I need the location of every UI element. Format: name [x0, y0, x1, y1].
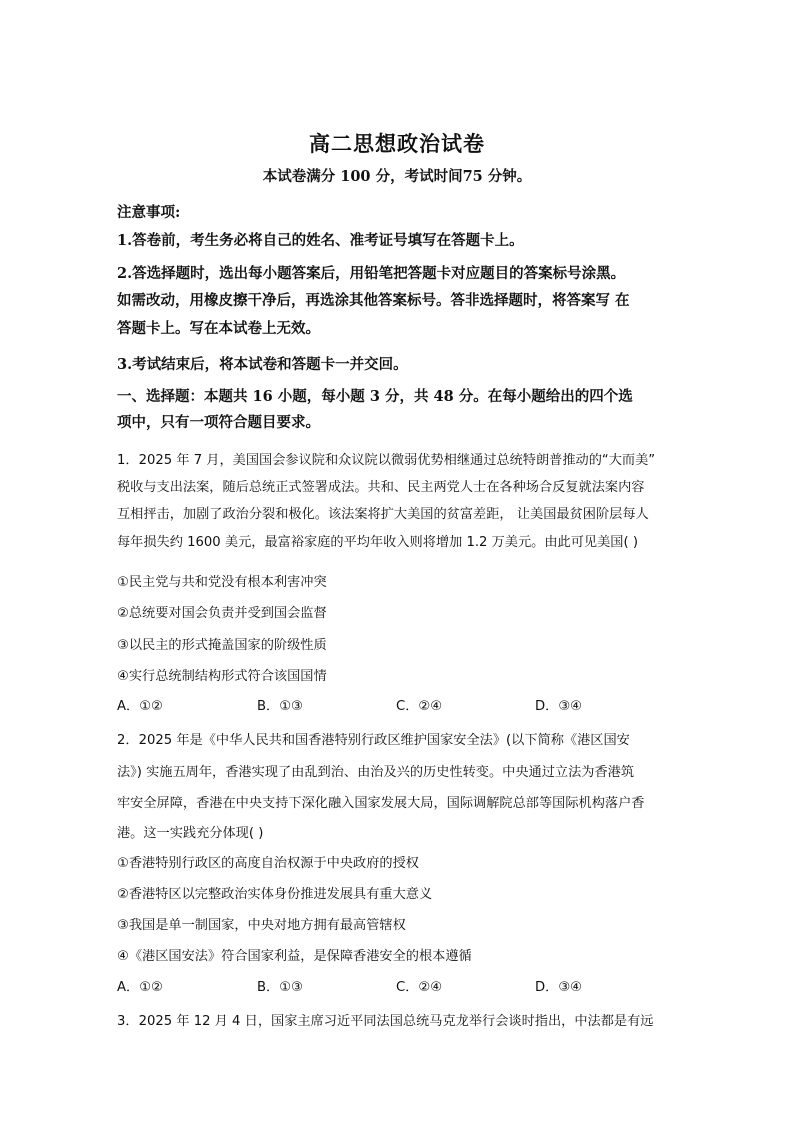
- q1-option-a[interactable]: A．①②: [117, 699, 163, 714]
- q2-stem-line-2: 法》) 实施五周年，香港实现了由乱到治、由治及兴的历史性转变。中央通过立法为香港筑: [117, 765, 635, 780]
- q2-option-d[interactable]: D．③④: [535, 980, 582, 995]
- notice-item-2-line-1: 2.答选择题时，选出每小题答案后，用铅笔把答题卡对应题目的答案标号涂黑。: [117, 265, 626, 282]
- q2-option-a[interactable]: A．①②: [117, 980, 163, 995]
- exam-subtitle: 本试卷满分 100 分，考试时间75 分钟。: [262, 168, 532, 185]
- q1-item-1: ①民主党与共和党没有根本利害冲突: [117, 575, 327, 590]
- notice-item-2-line-2: 如需改动，用橡皮擦干净后，再选涂其他答案标号。答非选择题时，将答案写 在: [117, 292, 630, 309]
- q1-item-2: ②总统要对国会负责并受到国会监督: [117, 606, 327, 621]
- notice-item-1: 1.答卷前，考生务必将自己的姓名、准考证号填写在答题卡上。: [117, 232, 524, 249]
- q1-option-d[interactable]: D．③④: [535, 699, 582, 714]
- q1-stem-line-2: 税收与支出法案，随后总统正式签署成法。共和、民主两党人士在各种场合反复就法案内容: [117, 480, 645, 495]
- q3-stem-line-1: 3．2025 年 12 月 4 日，国家主席习近平同法国总统马克龙举行会谈时指出，中法都是有远: [117, 1014, 654, 1029]
- q2-option-c[interactable]: C．②④: [396, 980, 443, 995]
- q2-item-2: ②香港特区以完整政治实体身份推进发展具有重大意义: [117, 887, 433, 902]
- q2-stem-line-3: 牢安全屏障，香港在中央支持下深化融入国家发展大局，国际调解院总部等国际机构落户香: [117, 796, 645, 811]
- q2-item-3: ③我国是单一制国家，中央对地方拥有最高管辖权: [117, 918, 406, 933]
- q1-stem-line-3: 互相抨击，加剧了政治分裂和极化。该法案将扩大美国的贫富差距， 让美国最贫困阶层每人: [117, 507, 649, 522]
- q2-option-b[interactable]: B．①③: [257, 980, 303, 995]
- notice-item-2-line-3: 答题卡上。写在本试卷上无效。: [117, 320, 320, 337]
- q1-stem-line-1: 1．2025 年 7 月，美国国会参议院和众议院以微弱优势相继通过总统特朗普推动的“大而美”: [117, 453, 656, 468]
- q1-option-c[interactable]: C．②④: [396, 699, 443, 714]
- notice-heading: 注意事项:: [117, 204, 181, 221]
- q1-item-4: ④实行总统制结构形式符合该国国情: [117, 669, 327, 684]
- q2-stem-line-1: 2．2025 年是《中华人民共和国香港特别行政区维护国家安全法》(以下简称《港区国安: [117, 733, 630, 748]
- q1-option-b[interactable]: B．①③: [257, 699, 303, 714]
- section-heading-line-2: 项中，只有一项符合题目要求。: [117, 414, 320, 431]
- q2-item-4: ④《港区国安法》符合国家利益，是保障香港安全的根本遵循: [117, 949, 472, 964]
- q1-stem-line-4: 每年损失约 1600 美元，最富裕家庭的平均年收入则将增加 1.2 万美元。由此可见美国( ): [117, 535, 638, 550]
- notice-item-3: 3.考试结束后，将本试卷和答题卡一并交回。: [117, 356, 408, 373]
- q1-item-3: ③以民主的形式掩盖国家的阶级性质: [117, 638, 327, 653]
- section-heading-line-1: 一、选择题：本题共 16 小题，每小题 3 分，共 48 分。在每小题给出的四个选: [117, 388, 633, 405]
- exam-title: 高二思想政治试卷: [309, 131, 485, 156]
- q2-stem-line-4: 港。这一实践充分体现( ): [117, 826, 264, 841]
- q2-item-1: ①香港特别行政区的高度自治权源于中央政府的授权: [117, 856, 419, 871]
